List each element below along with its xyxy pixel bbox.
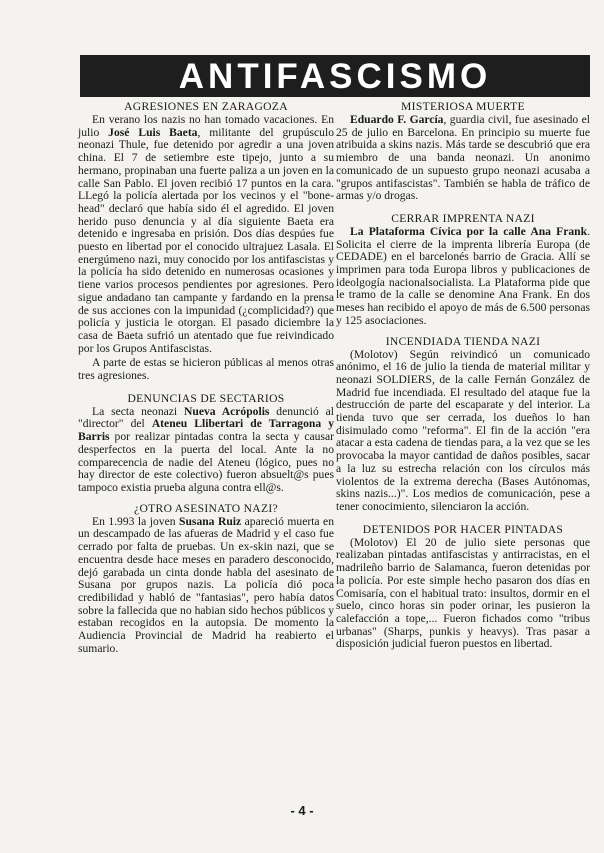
section-title: ANTIFASCISMO (178, 56, 492, 96)
article-body: La Plataforma Cívica por la calle Ana Frank. Solicita el cierre de la imprenta librería Europa (de CEDADE) en el barcelonés barrio de Gracia. Allí se imprimen para toda Europa libros y publicaciones de ideolgogía nacionalsocialista. La Plataforma pide que le tramo de la calle se denomine Ana Frank. En dos meses han recibido el apoyo de más de 6.500 personas y 125 asociaciones. (336, 224, 590, 327)
highlighted-name: Susana Ruiz (179, 514, 242, 528)
article-misteriosa-muerte (336, 100, 590, 203)
article-denuncias-sectarios (78, 392, 334, 495)
highlighted-name: La Plataforma Cívica por la calle Ana Frank (350, 224, 588, 238)
article-heading: MISTERIOSA MUERTE (401, 100, 525, 113)
article-body: Eduardo F. García, guardia civil, fue asesinado el 25 de julio en Barcelona. En principio su muerte fue atribuida a skins nazis. Más tarde se descubrió que era miembro de una banda neonazi. Un anonimo comunicado de un supuesto grupo neonazi acusaba a "grupos antifascistas". También se habla de tráfico de armas y/o drogas. (336, 113, 590, 203)
article-heading: INCENDIADA TIENDA NAZI (385, 334, 541, 348)
article-body: (Molotov) Según reivindicó un comunicado anónimo, el 16 de julio la tienda de material militar y neonazi SOLDIERS, de la calle Fernán González de Madrid fue incendiada. El resultado del ataque fue la destrucción de parte del escaparate y del interior. La tienda tuvo que ser cerrada, los dueños lo han disimulado como "reforma". El fin de la acción "era atacar a esta cadena de tiendas para, a la vez que se les provocaba la mayor cantidad de daños posibles, sacar a la luz su estrecha relación con los círculos más violentos de la extrema derecha (Bases Autónomas, skins nazis...)". Los medios de comunicación, pese a tener conocimiento, silenciaron la acción. (336, 347, 590, 513)
article-body: En verano los nazis no han tomado vacaciones. En julio José Luis Baeta, militante del grupúsculo neonazi Thule, fue detenido por agredir a una joven china. El 7 de setiembre este tipejo, junto a su hermano, propinaban una fuerte paliza a un joven en la calle San Pablo. El joven recibió 17 puntos en la cara. LLegó la policía alertada por los vecinos y el "bone-head" declaró que había sido él el agredido. El joven herido puso denuncia y al día siguiente Baeta era detenido e ingresaba en prisión. Dos días despúes fue puesto en libertad por el conocido ultrajuez Lasala. El energúmeno nazi, muy conocido por los antifascistas y la policía ha sido detenido en numerosas ocasiones y tiene varios procesos pendientes por agresiones. Pero sigue andadano tan campante y fardando en la prensa de sus acciones con la impunidad (¿complicidad?) que policía y justicia le otorgan. El pasado diciembre la casa de Baeta sufrió un atentado que fue reivindicado por los Grupos Antifascistas. (78, 113, 334, 355)
left-column (78, 100, 334, 662)
section-banner (80, 55, 590, 97)
article-heading: CERRAR IMPRENTA NAZI (391, 211, 535, 225)
article-body: La secta neonazi Nueva Acrópolis denunció al "director" del Ateneu Llibertari de Tarragona y Barris por realizar pintadas contra la secta y causar desperfectos en la puerta del local. Ante la no comparecencia de nadie del Ateneu (lógico, pues no hay director de este colectivo) fueron absuelt@s pues tampoco existia prueba alguna contra ell@s. (78, 404, 334, 494)
highlighted-name: José Luis Baeta (108, 125, 198, 139)
article-otro-asesinato-nazi (78, 502, 334, 656)
article-detenidos-pintadas (336, 523, 590, 651)
article-heading: AGRESIONES EN ZARAGOZA (124, 100, 288, 113)
article-body: (Molotov) El 20 de julio siete personas que realizaban pintadas antifascistas y antirracistas, en el madrileño barrio de Salamanca, fueron detenidas por la policía. Por este simple hecho pasaron dos días en Comisaría, con el habitual trato: insultos, dormir en el suelo, cinco horas sin poder orinar, les pusieron la calefacción a tope,... Fueron fichados como "tribus urbanas" (Sharps, punkis y heavys). Tras pasar a disposición judicial fueron puestos en libertad. (336, 535, 590, 651)
page-number: - 4 - (290, 803, 314, 818)
article-cerrar-imprenta-nazi (336, 212, 590, 328)
highlighted-name: Ateneu Llibertari de Tarragona y Barris (78, 417, 334, 444)
article-incendiada-tienda-nazi (336, 335, 590, 514)
article-body: En 1.993 la joven Susana Ruiz apareció muerta en un descampado de las afueras de Madrid y el caso fue cerrado por falta de pruebas. Un ex-skin nazi, que se encuentra desde hace meses en paradero desconocido, dejó garabada un cinta donde habla del asesinato de Susana por grupos nazis. La policía dió poca credibilidad y habló de "fantasias", pero había datos sobre la fallecida que no habian sido hechos públicos y estaban recogidos en la autopsia. De momento la Audiencia Provincial de Madrid ha reabierto el sumario. (78, 514, 334, 655)
article-heading: DENUNCIAS DE SECTARIOS (127, 391, 285, 405)
highlighted-name: Nueva Acrópolis (184, 404, 270, 418)
article-agresiones-zaragoza (78, 100, 334, 383)
right-column (336, 100, 590, 658)
article-heading: DETENIDOS POR HACER PINTADAS (362, 522, 564, 536)
highlighted-name: Eduardo F. García (350, 113, 444, 126)
article-body-note: A parte de estas se hicieron públicas al menos otras tres agresiones. (78, 356, 334, 383)
article-heading: ¿OTRO ASESINATO NAZI? (134, 501, 278, 515)
